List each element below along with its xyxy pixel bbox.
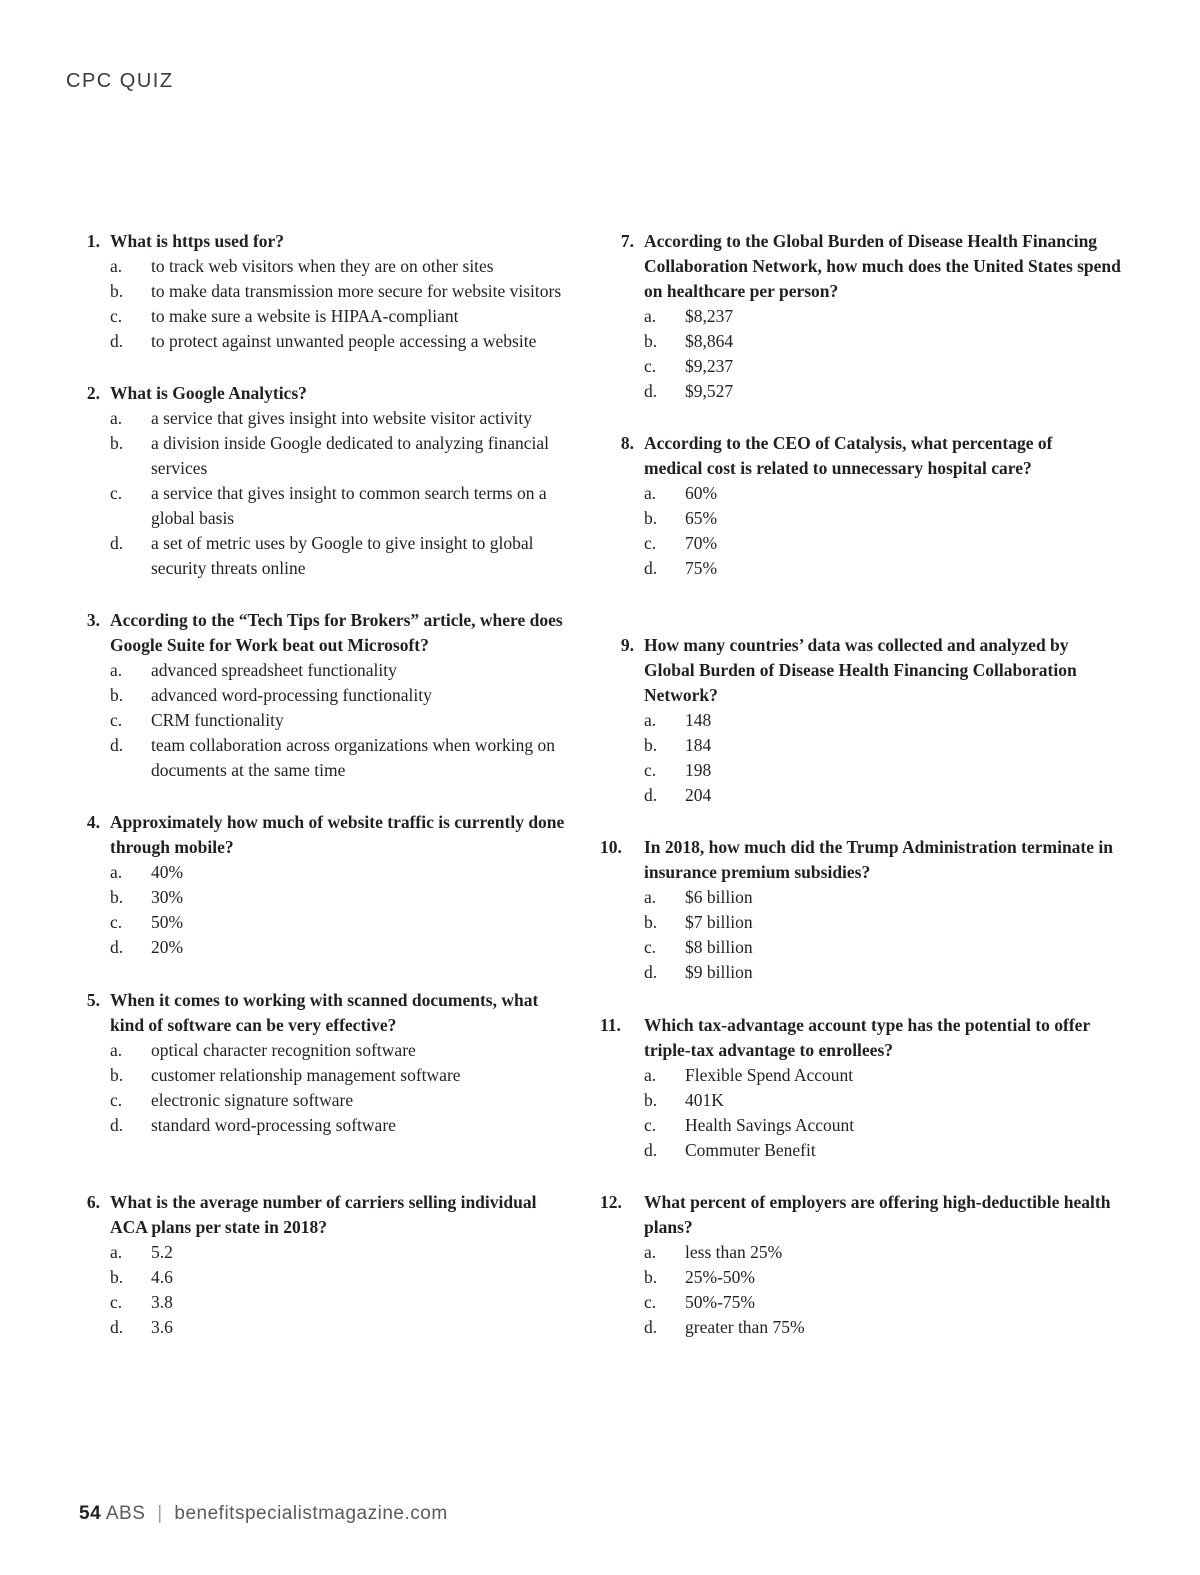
option-letter: c.: [644, 937, 657, 957]
answer-option: [76, 733, 596, 783]
option-letter: b.: [110, 1065, 124, 1085]
option-letter: c.: [110, 912, 123, 932]
answer-option: [76, 329, 596, 354]
answer-option: [610, 1063, 1130, 1088]
question-number: 7.: [620, 231, 634, 251]
answer-options: [76, 406, 576, 581]
option-text: 30%: [151, 887, 184, 907]
option-text: customer relationship management software: [151, 1065, 461, 1085]
answer-option: [610, 1265, 1130, 1290]
option-text: $9,527: [685, 381, 734, 401]
question-text: [610, 431, 1110, 481]
answer-option: [610, 1315, 1130, 1340]
answer-option: [76, 1088, 576, 1113]
option-text: a division inside Google dedicated to analyzing financial services: [151, 433, 550, 478]
option-text: $7 billion: [685, 912, 753, 932]
answer-option: [610, 1240, 1130, 1265]
answer-option: [610, 733, 1110, 758]
option-text: 204: [685, 785, 712, 805]
option-letter: a.: [644, 306, 657, 326]
option-letter: a.: [110, 1040, 123, 1060]
option-text: 20%: [151, 937, 184, 957]
page-footer: [79, 1503, 448, 1525]
answer-option: [610, 1088, 1130, 1113]
answer-option: [76, 860, 596, 885]
option-text: optical character recognition software: [151, 1040, 416, 1060]
option-letter: b.: [644, 508, 658, 528]
answer-option: [76, 431, 576, 481]
option-text: to make sure a website is HIPAA-compliant: [151, 306, 459, 326]
question-prompt: According to the Global Burden of Disease Health Financing Collaboration Network, how much does the United States spend on healthcare per person?: [644, 231, 1121, 301]
quiz-question-11: [600, 1013, 1130, 1163]
answer-option: [76, 708, 596, 733]
answer-option: [610, 910, 1130, 935]
option-text: to track web visitors when they are on other sites: [151, 256, 494, 276]
answer-options: [610, 708, 1110, 808]
answer-option: [610, 304, 1130, 329]
option-text: a set of metric uses by Google to give insight to global security threats online: [151, 533, 534, 578]
option-letter: b.: [644, 735, 658, 755]
answer-option: [610, 935, 1130, 960]
answer-option: [76, 406, 576, 431]
answer-option: [610, 379, 1130, 404]
answer-options: [76, 658, 596, 783]
option-letter: a.: [110, 408, 123, 428]
option-text: advanced word-processing functionality: [151, 685, 432, 705]
option-text: team collaboration across organizations when working on documents at the same time: [151, 735, 556, 780]
quiz-question-7: [610, 229, 1130, 404]
quiz-question-4: [76, 810, 596, 960]
answer-options: [610, 1240, 1130, 1340]
option-letter: a.: [644, 483, 657, 503]
option-letter: a.: [110, 256, 123, 276]
option-text: 148: [685, 710, 712, 730]
quiz-question-2: [76, 381, 576, 581]
question-text: [610, 229, 1130, 304]
option-text: 4.6: [151, 1267, 173, 1287]
answer-option: [76, 885, 596, 910]
answer-option: [610, 1138, 1130, 1163]
answer-option: [610, 783, 1110, 808]
option-letter: a.: [110, 1242, 123, 1262]
option-letter: c.: [644, 1115, 657, 1135]
question-number: 4.: [86, 812, 100, 832]
option-letter: d.: [110, 735, 124, 755]
question-prompt: Approximately how much of website traffic is currently done through mobile?: [110, 812, 565, 857]
question-text: [76, 381, 576, 406]
option-letter: c.: [644, 356, 657, 376]
answer-options: [610, 304, 1130, 404]
question-number: 12.: [600, 1192, 622, 1212]
option-text: Flexible Spend Account: [685, 1065, 854, 1085]
option-text: a service that gives insight into website visitor activity: [151, 408, 533, 428]
option-text: 184: [685, 735, 712, 755]
option-text: $9 billion: [685, 962, 753, 982]
answer-option: [76, 935, 596, 960]
answer-option: [610, 758, 1110, 783]
question-number: 8.: [620, 433, 634, 453]
option-letter: a.: [644, 1242, 657, 1262]
option-letter: c.: [644, 760, 657, 780]
question-text: [610, 633, 1110, 708]
answer-option: [610, 354, 1130, 379]
option-text: advanced spreadsheet functionality: [151, 660, 397, 680]
answer-option: [610, 960, 1130, 985]
option-letter: c.: [110, 306, 123, 326]
question-text: [600, 835, 1130, 885]
option-letter: a.: [110, 660, 123, 680]
answer-option: [610, 1113, 1130, 1138]
option-letter: d.: [110, 937, 124, 957]
option-text: standard word-processing software: [151, 1115, 396, 1135]
option-text: CRM functionality: [151, 710, 284, 730]
answer-options: [76, 254, 596, 354]
option-text: to protect against unwanted people accessing a website: [151, 331, 537, 351]
question-prompt: What is the average number of carriers selling individual ACA plans per state in 2018?: [110, 1192, 537, 1237]
option-text: $6 billion: [685, 887, 753, 907]
answer-option: [76, 481, 576, 531]
footer-url: benefitspecialistmagazine.com: [174, 1503, 448, 1524]
question-text: [76, 810, 596, 860]
question-prompt: What is Google Analytics?: [110, 383, 307, 403]
option-letter: d.: [644, 1140, 658, 1160]
quiz-question-10: [600, 835, 1130, 985]
option-text: 3.6: [151, 1317, 173, 1337]
option-text: to make data transmission more secure for website visitors: [151, 281, 562, 301]
question-text: [76, 608, 596, 658]
option-letter: b.: [644, 1090, 658, 1110]
answer-option: [610, 708, 1110, 733]
option-text: 198: [685, 760, 712, 780]
option-text: less than 25%: [685, 1242, 783, 1262]
answer-option: [76, 304, 596, 329]
option-text: $8,864: [685, 331, 734, 351]
option-letter: c.: [110, 1292, 123, 1312]
option-text: 50%: [151, 912, 184, 932]
option-letter: d.: [644, 785, 658, 805]
option-letter: b.: [110, 685, 124, 705]
quiz-question-12: [600, 1190, 1130, 1340]
option-text: 70%: [685, 533, 718, 553]
answer-option: [76, 1265, 576, 1290]
question-number: 9.: [620, 635, 634, 655]
quiz-question-5: [76, 988, 576, 1138]
option-letter: d.: [110, 1317, 124, 1337]
answer-option: [76, 658, 596, 683]
footer-separator: |: [157, 1503, 163, 1524]
question-text: [600, 1013, 1130, 1063]
option-letter: d.: [110, 331, 124, 351]
option-letter: b.: [110, 1267, 124, 1287]
option-letter: c.: [110, 710, 123, 730]
answer-options: [610, 1063, 1130, 1163]
option-letter: d.: [644, 381, 658, 401]
question-text: [76, 1190, 576, 1240]
quiz-question-1: [76, 229, 596, 354]
option-letter: b.: [110, 887, 124, 907]
answer-option: [76, 1113, 576, 1138]
question-prompt: Which tax-advantage account type has the potential to offer triple-tax advantage to enrollees?: [644, 1015, 1090, 1060]
answer-option: [76, 531, 576, 581]
answer-option: [76, 1315, 576, 1340]
option-text: 75%: [685, 558, 718, 578]
option-text: 25%-50%: [685, 1267, 755, 1287]
brand-name: ABS: [105, 1503, 146, 1524]
answer-option: [610, 329, 1130, 354]
option-text: 3.8: [151, 1292, 173, 1312]
option-text: 60%: [685, 483, 718, 503]
option-text: $8,237: [685, 306, 734, 326]
question-prompt: According to the CEO of Catalysis, what percentage of medical cost is related to unnecessary hospital care?: [644, 433, 1053, 478]
quiz-question-9: [610, 633, 1110, 808]
quiz-question-6: [76, 1190, 576, 1340]
answer-option: [76, 683, 596, 708]
option-letter: d.: [110, 533, 124, 553]
answer-option: [76, 1063, 576, 1088]
answer-option: [76, 279, 596, 304]
answer-options: [610, 481, 1110, 581]
question-number: 5.: [86, 990, 100, 1010]
answer-options: [76, 1038, 576, 1138]
quiz-question-3: [76, 608, 596, 783]
option-letter: c.: [110, 483, 123, 503]
option-letter: d.: [644, 558, 658, 578]
page-number: 54: [79, 1503, 102, 1524]
option-letter: c.: [644, 1292, 657, 1312]
option-text: greater than 75%: [685, 1317, 805, 1337]
answer-option: [610, 1290, 1130, 1315]
quiz-question-8: [610, 431, 1110, 581]
option-letter: b.: [644, 331, 658, 351]
option-text: Commuter Benefit: [685, 1140, 816, 1160]
question-prompt: How many countries’ data was collected and analyzed by Global Burden of Disease Health Financing Collaboration Network?: [644, 635, 1077, 705]
answer-option: [610, 531, 1110, 556]
answer-option: [76, 1290, 576, 1315]
option-letter: d.: [110, 1115, 124, 1135]
question-number: 3.: [86, 610, 100, 630]
question-number: 10.: [600, 837, 622, 857]
answer-option: [76, 910, 596, 935]
option-text: 50%-75%: [685, 1292, 755, 1312]
answer-option: [610, 481, 1110, 506]
answer-option: [610, 556, 1110, 581]
answer-option: [610, 885, 1130, 910]
option-letter: b.: [644, 1267, 658, 1287]
question-number: 1.: [86, 231, 100, 251]
answer-option: [76, 254, 596, 279]
answer-options: [610, 885, 1130, 985]
option-text: 40%: [151, 862, 184, 882]
option-text: 401K: [685, 1090, 724, 1110]
question-text: [76, 988, 576, 1038]
question-prompt: What is https used for?: [110, 231, 285, 251]
option-letter: d.: [644, 1317, 658, 1337]
option-text: 5.2: [151, 1242, 173, 1262]
answer-options: [76, 1240, 576, 1340]
answer-options: [76, 860, 596, 960]
question-number: 11.: [600, 1015, 621, 1035]
answer-option: [610, 506, 1110, 531]
question-text: [76, 229, 596, 254]
option-text: 65%: [685, 508, 718, 528]
answer-option: [76, 1038, 576, 1063]
option-text: Health Savings Account: [685, 1115, 855, 1135]
question-prompt: When it comes to working with scanned documents, what kind of software can be very effective?: [110, 990, 539, 1035]
option-letter: a.: [110, 862, 123, 882]
option-letter: b.: [110, 433, 124, 453]
question-text: [600, 1190, 1130, 1240]
question-prompt: According to the “Tech Tips for Brokers” article, where does Google Suite for Work beat out Microsoft?: [110, 610, 563, 655]
option-text: a service that gives insight to common search terms on a global basis: [151, 483, 547, 528]
option-letter: a.: [644, 887, 657, 907]
option-text: $9,237: [685, 356, 734, 376]
option-letter: a.: [644, 710, 657, 730]
answer-option: [76, 1240, 576, 1265]
option-letter: d.: [644, 962, 658, 982]
question-number: 6.: [86, 1192, 100, 1212]
option-letter: c.: [110, 1090, 123, 1110]
option-letter: b.: [110, 281, 124, 301]
page-header-title: CPC QUIZ: [66, 70, 174, 92]
option-letter: b.: [644, 912, 658, 932]
question-prompt: What percent of employers are offering high-deductible health plans?: [644, 1192, 1111, 1237]
option-letter: c.: [644, 533, 657, 553]
option-letter: a.: [644, 1065, 657, 1085]
question-prompt: In 2018, how much did the Trump Administration terminate in insurance premium subsidies?: [644, 837, 1113, 882]
option-text: $8 billion: [685, 937, 753, 957]
option-text: electronic signature software: [151, 1090, 354, 1110]
question-number: 2.: [86, 383, 100, 403]
